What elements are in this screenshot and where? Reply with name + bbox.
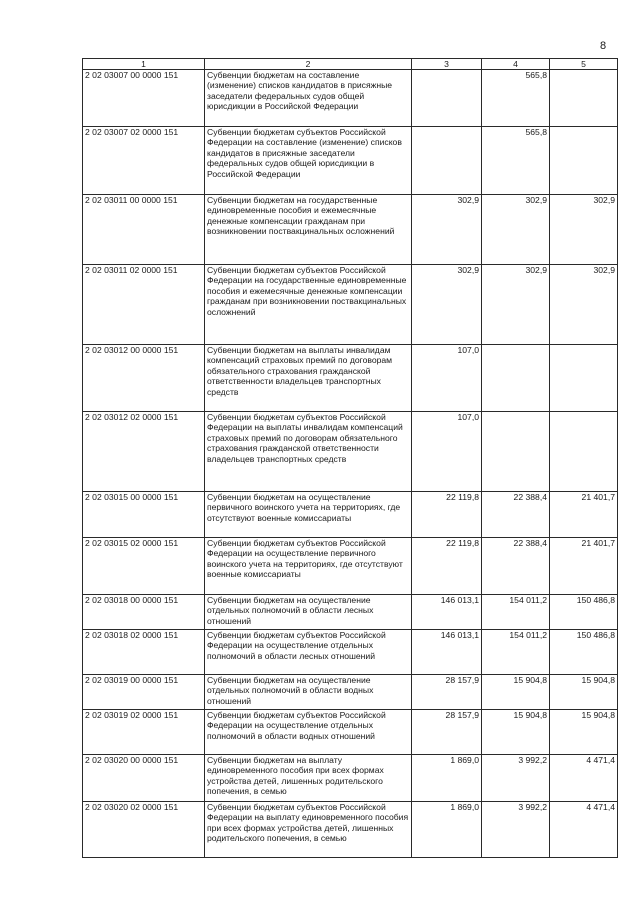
column-header: 1 — [83, 59, 205, 70]
table-row — [83, 595, 618, 630]
value-col4: 15 904,8 — [482, 710, 550, 755]
value-col5: 21 401,7 — [550, 538, 618, 595]
value-col4: 154 011,2 — [482, 630, 550, 675]
value-col4: 302,9 — [482, 265, 550, 345]
table-row — [83, 710, 618, 755]
budget-code: 2 02 03015 02 0000 151 — [83, 538, 205, 595]
value-col5: 302,9 — [550, 195, 618, 265]
value-col5 — [550, 70, 618, 127]
revenue-name: Субвенции бюджетам на государственные единовременные пособия и ежемесячные денежные компенсации гражданам при возникновении поствакцинальных осложнений — [205, 195, 412, 265]
value-col4: 154 011,2 — [482, 595, 550, 630]
revenue-name: Субвенции бюджетам субъектов Российской Федерации на выплаты инвалидам компенсаций страховых премий по договорам обязательного страхования гражданской ответственности владельцев транспортных средств — [205, 412, 412, 492]
budget-code: 2 02 03011 02 0000 151 — [83, 265, 205, 345]
value-col3: 107,0 — [412, 345, 482, 412]
value-col3: 302,9 — [412, 265, 482, 345]
table-row — [83, 345, 618, 412]
value-col3: 22 119,8 — [412, 492, 482, 538]
budget-code: 2 02 03019 02 0000 151 — [83, 710, 205, 755]
column-header: 3 — [412, 59, 482, 70]
value-col4: 302,9 — [482, 195, 550, 265]
value-col3: 1 869,0 — [412, 802, 482, 858]
value-col3: 28 157,9 — [412, 710, 482, 755]
value-col3: 302,9 — [412, 195, 482, 265]
value-col4 — [482, 412, 550, 492]
value-col5: 15 904,8 — [550, 675, 618, 710]
value-col3: 28 157,9 — [412, 675, 482, 710]
budget-code: 2 02 03019 00 0000 151 — [83, 675, 205, 710]
revenue-name: Субвенции бюджетам на осуществление первичного воинского учета на территориях, где отсутствуют военные комиссариаты — [205, 492, 412, 538]
value-col5 — [550, 412, 618, 492]
value-col3 — [412, 70, 482, 127]
table-row — [83, 675, 618, 710]
budget-code: 2 02 03018 00 0000 151 — [83, 595, 205, 630]
table-row — [83, 265, 618, 345]
value-col4: 565,8 — [482, 70, 550, 127]
value-col5: 15 904,8 — [550, 710, 618, 755]
revenue-name: Субвенции бюджетам субъектов Российской Федерации на осуществление отдельных полномочий в области водных отношений — [205, 710, 412, 755]
value-col4 — [482, 345, 550, 412]
revenue-name: Субвенции бюджетам субъектов Российской Федерации на осуществление отдельных полномочий в области лесных отношений — [205, 630, 412, 675]
column-header: 5 — [550, 59, 618, 70]
revenue-name: Субвенции бюджетам на выплату единовременного пособия при всех формах устройства детей, лишенных родительского попечения, в семью — [205, 755, 412, 802]
value-col4: 15 904,8 — [482, 675, 550, 710]
table-row — [83, 195, 618, 265]
revenue-name: Субвенции бюджетам на выплаты инвалидам компенсаций страховых премий по договорам обязательного страхования гражданской ответственности владельцев транспортных средств — [205, 345, 412, 412]
value-col5: 150 486,8 — [550, 595, 618, 630]
table-row — [83, 412, 618, 492]
budget-code: 2 02 03020 02 0000 151 — [83, 802, 205, 858]
column-header: 2 — [205, 59, 412, 70]
table-row — [83, 70, 618, 127]
value-col5 — [550, 345, 618, 412]
budget-code: 2 02 03020 00 0000 151 — [83, 755, 205, 802]
revenue-name: Субвенции бюджетам субъектов Российской Федерации на осуществление первичного воинского учета на территориях, где отсутствуют военные комиссариаты — [205, 538, 412, 595]
budget-revenue-table — [82, 58, 618, 858]
table-row — [83, 755, 618, 802]
value-col5: 4 471,4 — [550, 802, 618, 858]
value-col3: 146 013,1 — [412, 595, 482, 630]
value-col5: 150 486,8 — [550, 630, 618, 675]
value-col3: 1 869,0 — [412, 755, 482, 802]
column-number-header-row — [83, 59, 618, 70]
value-col5: 21 401,7 — [550, 492, 618, 538]
column-header: 4 — [482, 59, 550, 70]
value-col5: 4 471,4 — [550, 755, 618, 802]
table-row — [83, 802, 618, 858]
value-col4: 3 992,2 — [482, 755, 550, 802]
budget-code: 2 02 03011 00 0000 151 — [83, 195, 205, 265]
budget-code: 2 02 03012 02 0000 151 — [83, 412, 205, 492]
revenue-name: Субвенции бюджетам субъектов Российской Федерации на выплату единовременного пособия при всех формах устройства детей, лишенных родительского попечения, в семью — [205, 802, 412, 858]
revenue-name: Субвенции бюджетам субъектов Российской Федерации на государственные единовременные пособия и ежемесячные денежные компенсации гражданам при возникновении поствакцинальных осложнений — [205, 265, 412, 345]
budget-code: 2 02 03015 00 0000 151 — [83, 492, 205, 538]
budget-code: 2 02 03007 02 0000 151 — [83, 127, 205, 195]
value-col5 — [550, 127, 618, 195]
table-row — [83, 538, 618, 595]
revenue-name: Субвенции бюджетам на осуществление отдельных полномочий в области лесных отношений — [205, 595, 412, 630]
budget-code: 2 02 03018 02 0000 151 — [83, 630, 205, 675]
page-number: 8 — [600, 40, 607, 52]
value-col4: 3 992,2 — [482, 802, 550, 858]
value-col3 — [412, 127, 482, 195]
value-col5: 302,9 — [550, 265, 618, 345]
value-col3: 22 119,8 — [412, 538, 482, 595]
table-row — [83, 630, 618, 675]
value-col3: 146 013,1 — [412, 630, 482, 675]
budget-code: 2 02 03012 00 0000 151 — [83, 345, 205, 412]
budget-code: 2 02 03007 00 0000 151 — [83, 70, 205, 127]
revenue-name: Субвенции бюджетам на осуществление отдельных полномочий в области водных отношений — [205, 675, 412, 710]
revenue-name: Субвенции бюджетам на составление (изменение) списков кандидатов в присяжные заседатели федеральных судов общей юрисдикции в Российской Федерации — [205, 70, 412, 127]
table-row — [83, 127, 618, 195]
revenue-name: Субвенции бюджетам субъектов Российской Федерации на составление (изменение) списков кандидатов в присяжные заседатели федеральных судов общей юрисдикции в Российской Федерации — [205, 127, 412, 195]
table-row — [83, 492, 618, 538]
value-col4: 22 388,4 — [482, 492, 550, 538]
value-col4: 22 388,4 — [482, 538, 550, 595]
value-col3: 107,0 — [412, 412, 482, 492]
value-col4: 565,8 — [482, 127, 550, 195]
